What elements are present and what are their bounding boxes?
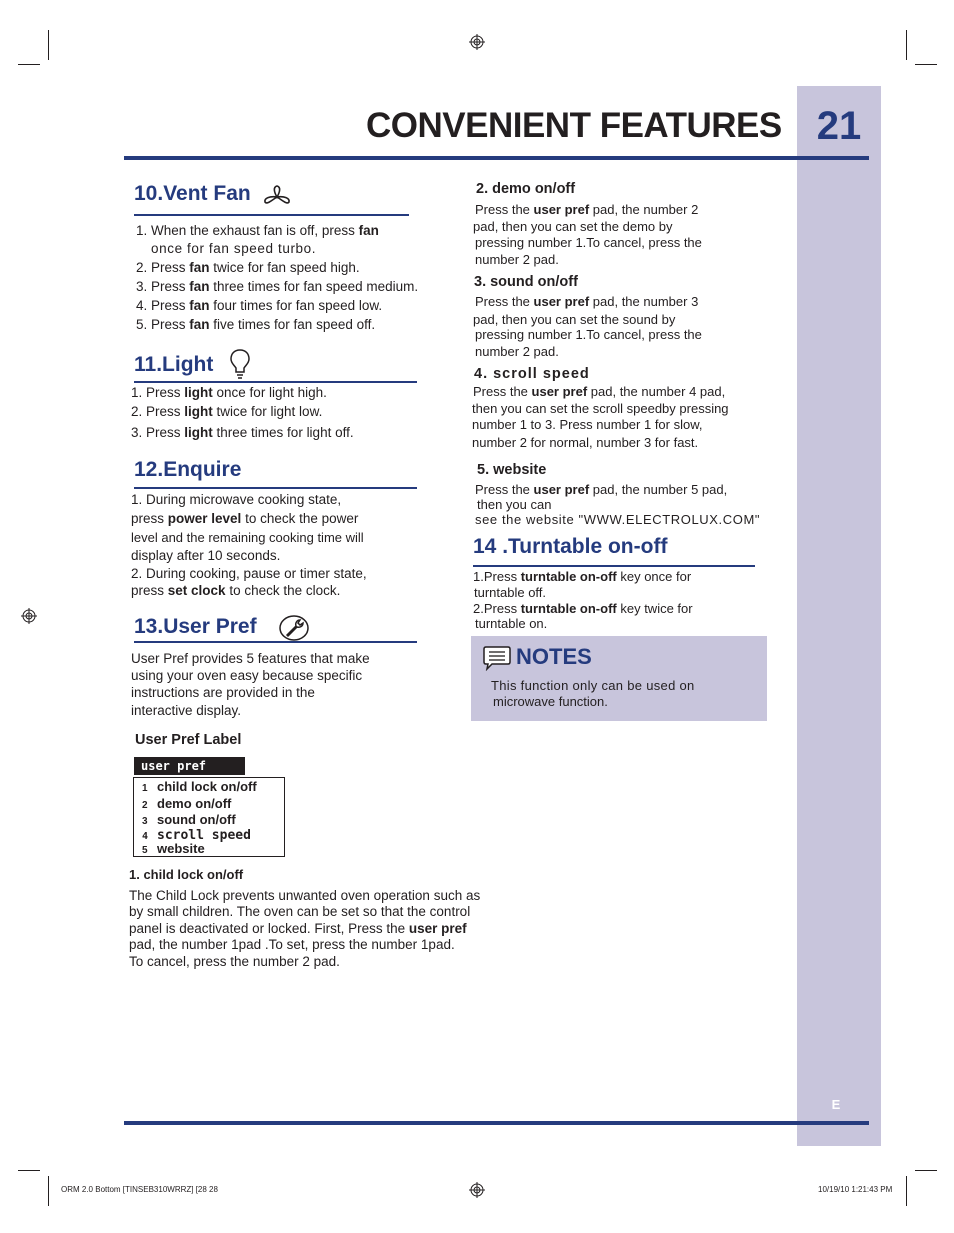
registration-mark-icon — [21, 608, 37, 624]
text-line: 2.Press turntable on-off key twice for — [473, 601, 693, 616]
text-line: press set clock to check the clock. — [131, 583, 341, 598]
language-tab: E — [831, 1097, 841, 1112]
turntable-heading: 14 .Turntable on-off — [473, 535, 668, 558]
text-line: 1.Press turntable on-off key once for — [473, 569, 692, 584]
text-line: interactive display. — [131, 703, 242, 718]
crop-mark — [915, 64, 937, 65]
text-line: press power level to check the power — [131, 511, 359, 526]
list-item: 1. Press light once for light high. — [131, 385, 327, 400]
text-line: number 1 to 3. Press number 1 for slow, — [472, 417, 703, 432]
website-heading: 5. website — [477, 462, 547, 478]
list-item: 5 website — [142, 841, 205, 856]
list-item: 4 scroll speed — [142, 828, 251, 843]
light-heading: 11.Light — [134, 353, 214, 376]
light-bulb-icon — [229, 348, 251, 380]
text-line: panel is deactivated or locked. First, Press the user pref — [129, 921, 467, 936]
registration-mark-icon — [469, 34, 485, 50]
text-line: number 2 pad. — [475, 252, 559, 267]
crop-mark — [915, 1170, 937, 1171]
text-line: see the website "WWW.ELECTROLUX.COM" — [475, 512, 761, 527]
list-item: 2 demo on/off — [142, 796, 232, 811]
section-rule — [473, 565, 755, 567]
text-line: Press the user pref pad, the number 3 — [475, 294, 699, 309]
crop-mark — [48, 30, 49, 60]
text-line: number 2 pad. — [475, 344, 559, 359]
list-item: 2. Press light twice for light low. — [131, 404, 323, 419]
list-item: 3 sound on/off — [142, 812, 236, 827]
text-line: then you can — [477, 497, 552, 512]
text-line: pad, the number 1pad .To set, press the number 1pad. — [129, 937, 455, 952]
fan-icon — [262, 184, 292, 212]
section-rule — [134, 641, 417, 643]
text-line: level and the remaining cooking time will — [131, 530, 364, 545]
text-line: The Child Lock prevents unwanted oven operation such as — [129, 888, 481, 903]
side-tab-bar — [797, 86, 881, 1146]
text-line: Press the user pref pad, the number 5 pad, — [475, 482, 728, 497]
vent-fan-heading: 10.Vent Fan — [134, 182, 251, 205]
text-line: This function only can be used on — [491, 678, 695, 693]
footer-file-info: ORM 2.0 Bottom [TINSEB310WRRZ] [28 28 — [61, 1185, 218, 1194]
text-line: pressing number 1.To cancel, press the — [475, 235, 702, 250]
text-line: by small children. The oven can be set so that the control — [129, 904, 471, 919]
text-line: turntable on. — [475, 616, 548, 631]
list-item: 3. Press light three times for light off. — [131, 425, 354, 440]
user-pref-label-bar: user pref — [134, 757, 245, 775]
enquire-heading: 12.Enquire — [134, 458, 242, 481]
text-line: Press the user pref pad, the number 2 — [475, 202, 699, 217]
footer-timestamp: 10/19/10 1:21:43 PM — [818, 1185, 893, 1194]
text-line: Press the user pref pad, the number 4 pad, — [473, 384, 726, 399]
text-line: pad, then you can set the sound by — [473, 312, 676, 327]
text-line: microwave function. — [493, 694, 608, 709]
notes-heading: NOTES — [516, 644, 592, 669]
child-lock-heading: 1. child lock on/off — [129, 867, 244, 882]
text-line: 1. During microwave cooking state, — [131, 492, 342, 507]
crop-mark — [18, 1170, 40, 1171]
registration-mark-icon — [469, 1182, 485, 1198]
notes-speech-bubble-icon — [482, 645, 512, 671]
scroll-speed-heading: 4. scroll speed — [474, 366, 590, 382]
text-line: number 2 for normal, number 3 for fast. — [472, 435, 699, 450]
section-rule — [134, 214, 409, 216]
text-line: display after 10 seconds. — [131, 548, 281, 563]
crop-mark — [18, 64, 40, 65]
text-line: pressing number 1.To cancel, press the — [475, 327, 702, 342]
list-item: once for fan speed turbo. — [151, 241, 317, 256]
section-rule — [134, 487, 417, 489]
user-pref-label-box — [133, 777, 285, 857]
crop-mark — [906, 30, 907, 60]
text-line: using your oven easy because specific — [131, 668, 363, 683]
list-item: 5. Press fan five times for fan speed off. — [136, 317, 376, 332]
sound-heading: 3. sound on/off — [474, 274, 578, 290]
text-line: pad, then you can set the demo by — [473, 219, 673, 234]
list-item: 3. Press fan three times for fan speed medium. — [136, 279, 419, 294]
text-line: 2. During cooking, pause or timer state, — [131, 566, 367, 581]
user-pref-label-heading: User Pref Label — [135, 732, 242, 748]
bottom-rule — [124, 1121, 869, 1125]
list-item: 4. Press fan four times for fan speed low. — [136, 298, 383, 313]
crop-mark — [48, 1176, 49, 1206]
page-title: CONVENIENT FEATURES — [366, 106, 782, 145]
text-line: instructions are provided in the — [131, 685, 315, 700]
text-line: turntable off. — [474, 585, 547, 600]
crop-mark — [906, 1176, 907, 1206]
text-line: then you can set the scroll speedby pressing — [472, 401, 729, 416]
user-pref-heading: 13.User Pref — [134, 615, 257, 638]
page-number: 21 — [816, 104, 862, 148]
title-rule — [124, 156, 869, 160]
list-item: 2. Press fan twice for fan speed high. — [136, 260, 360, 275]
section-rule — [134, 381, 417, 383]
list-item: 1. When the exhaust fan is off, press fan — [136, 223, 379, 238]
demo-heading: 2. demo on/off — [476, 181, 576, 197]
wrench-icon — [278, 613, 310, 643]
list-item: 1 child lock on/off — [142, 779, 257, 794]
text-line: To cancel, press the number 2 pad. — [129, 954, 340, 969]
text-line: User Pref provides 5 features that make — [131, 651, 370, 666]
